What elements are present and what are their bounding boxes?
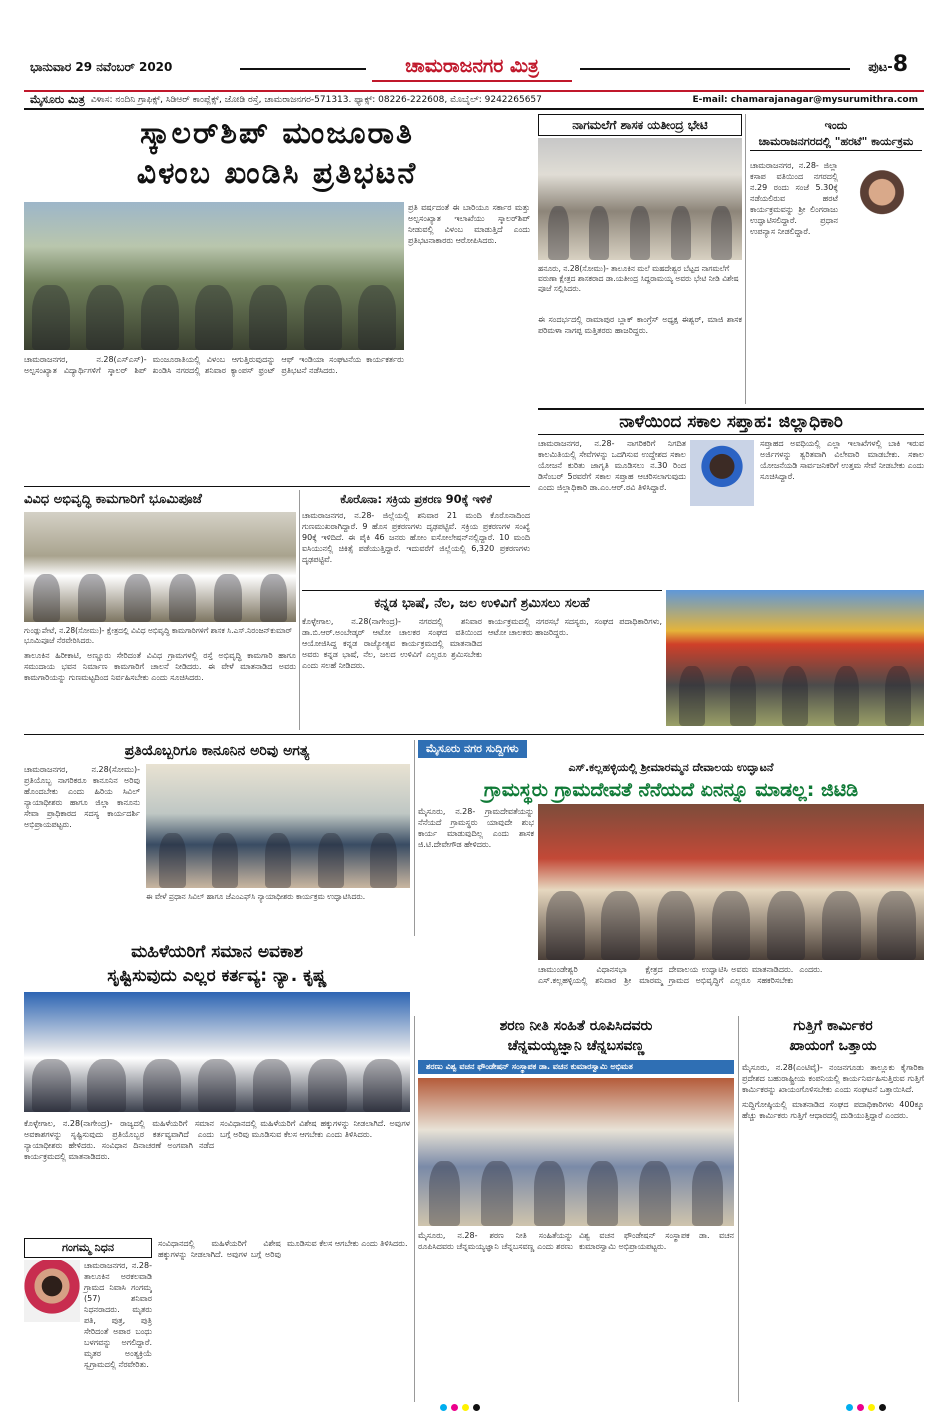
deceased-portrait [24, 1260, 80, 1322]
headline: ನಾಳೆಯಿಂದ ಸಕಾಲ ಸಪ್ತಾಹ: ಜಿಲ್ಲಾಧಿಕಾರಿ [538, 408, 924, 435]
photo-caption: ಈ ವೇಳೆ ಪ್ರಧಾನ ಸಿವಿಲ್ ಹಾಗೂ ಜೆಎಂಎಫ್‌ಸಿ ನ್ಯಾಯಾಧೀಶರು ಕಾರ್ಯಕ್ರಮ ಉದ್ಘಾಟಿಸಿದರು. [146, 892, 366, 901]
divider [24, 486, 530, 487]
article-bhoomipuje [24, 490, 296, 730]
column-rule [414, 1016, 415, 1402]
rajyotsava-photo [666, 590, 924, 726]
headline: ಪ್ರತಿಯೊಬ್ಬರಿಗೂ ಕಾನೂನಿನ ಅರಿವು ಅಗತ್ಯ [124, 743, 310, 759]
speaker-portrait [842, 160, 922, 252]
headline-line-2: ಸೃಷ್ಟಿಸುವುದು ಎಲ್ಲರ ಕರ್ತವ್ಯ: ನ್ಯಾ. ಕೃಷ್ಣ [107, 966, 327, 986]
print-registration-marks [440, 1404, 480, 1412]
event-photo [24, 512, 296, 622]
address-bar [24, 90, 924, 110]
divider [24, 734, 924, 735]
article-text: ಕೊಳ್ಳೇಗಾಲ, ನ.28(ನಾಗೇಂದ್ರ)- ನಗರದಲ್ಲಿ ಶನಿವಾರ ಡಾ.ಬಿ.ಆರ್.ಅಂಬೇಡ್ಕರ್ ಆಟೋ ಚಾಲಕರ ಸಂಘದ ವತಿಯಿಂದ ಆಯೋಜಿಸಿದ್ದ ಕನ್ನಡ ರಾಜ್ಯೋತ್ಸವ ಕಾರ್ಯಕ್ರಮದಲ್ಲಿ ಮಾತನಾಡಿದ ಅವರು ಕನ್ನಡ ಭಾಷೆ, ನೆಲ, ಜಲದ ಉಳಿವಿಗೆ ಎಲ್ಲರೂ ಶ್ರಮಿಸಬೇಕು ಎಂದು ಸಲಹೆ ನೀಡಿದರು. [302, 617, 482, 670]
article-sakala-saptaha [538, 408, 924, 586]
article-scholarship [24, 114, 530, 484]
article-text: ಚಾಮರಾಜನಗರ, ನ.28(ಸೋಮು)- ಪ್ರತಿಯೊಬ್ಬ ನಾಗರಿಕರೂ ಕಾನೂನಿನ ಅರಿವು ಹೊಂದಬೇಕು ಎಂದು ಹಿರಿಯ ಸಿವಿಲ್ ನ್ಯಾಯಾಧೀಶರು ಹಾಗೂ ಜಿಲ್ಲಾ ಕಾನೂನು ಸೇವಾ ಪ್ರಾಧಿಕಾರದ ಸದಸ್ಯ ಕಾರ್ಯದರ್ಶಿ ಅಭಿಪ್ರಾಯಪಟ್ಟರು. [24, 765, 140, 829]
headline: ಗ್ರಾಮಸ್ಥರು ಗ್ರಾಮದೇವತೆ ನೆನೆಯದೆ ಏನನ್ನೂ ಮಾಡಲ್ಲ: ಜಿಟಿಡಿ [483, 779, 859, 801]
article-text: ತಾಲೂಕಿನ ಹಿರೀಕಾಟಿ, ಅಣ್ಣೂರು ಸೇರಿದಂತೆ ವಿವಿಧ ಗ್ರಾಮಗಳಲ್ಲಿ ರಸ್ತೆ ಅಭಿವೃದ್ಧಿ ಕಾಮಗಾರಿ ಹಾಗೂ ಸಮುದಾಯ ಭವನ ನಿರ್ಮಾಣ ಕಾಮಗಾರಿಗೆ ಚಾಲನೆ ನೀಡಿದರು. ಈ ವೇಳೆ ಮಾತನಾಡಿದ ಅವರು ಕಾಮಗಾರಿಯನ್ನು ಗುಣಮಟ್ಟದಿಂದ ನಿರ್ವಹಿಸಬೇಕು ಎಂದು ಸೂಚಿಸಿದರು. [24, 651, 296, 682]
article-contract-workers [742, 1016, 924, 1402]
headline-line-1: ಮಹಿಳೆಯರಿಗೆ ಸಮಾನ ಅವಕಾಶ [131, 942, 303, 962]
masthead-title: ಚಾಮರಾಜನಗರ ಮಿತ್ರ [372, 52, 572, 82]
email-address: E-mail: chamarajanagar@mysurumithra.com [692, 95, 918, 105]
headline: ಕನ್ನಡ ಭಾಷೆ, ನೆಲ, ಜಲ ಉಳಿವಿಗೆ ಶ್ರಮಿಸಲು ಸಲಹೆ [374, 596, 590, 611]
office-address: ವಿಳಾಸ: ನಂದಿನಿ ಗ್ರಾಫಿಕ್ಸ್, ಸಿಡಿಆರ್ ಕಾಂಪ್ಲೆಕ್ಸ್, ಜೋಡಿ ರಸ್ತೆ, ಚಾಮರಾಜನಗರ-571313. ಫ್ಯಾಕ್ಸ್: 08226-222608, ಮೊಬೈಲ್: 9242265657 [90, 95, 542, 105]
temple-visit-photo [538, 138, 742, 260]
article-text: ಚಾಮರಾಜನಗರ, ನ.28(ಎಸ್‌ಎಸ್)- ಅಲ್ಪಸಂಖ್ಯಾತ ವಿದ್ಯಾರ್ಥಿಗಳಿಗೆ ಸ್ಕಾಲರ್ ಶಿಪ್ ಮಂಜೂರಾತಿಯಲ್ಲಿ ವಿಳಂಬ ಆಗುತ್ತಿರುವುದನ್ನು ಖಂಡಿಸಿ ನಗರದಲ್ಲಿ ಶನಿವಾರ ಕ್ಯಾಂಪಸ್ ಫ್ರಂಟ್ ಆಫ್ ಇಂಡಿಯಾ ಸಂಘಟನೆಯ ಕಾರ್ಯಕರ್ತರು ಪ್ರತಿಭಟನೆ ನಡೆಸಿದರು. [24, 355, 404, 375]
headline-line-1: ಸ್ಕಾಲರ್‌ಶಿಪ್ ಮಂಜೂರಾತಿ [140, 116, 414, 151]
headline-line-2: ವಿಳಂಬ ಖಂಡಿಸಿ ಪ್ರತಿಭಟನೆ [136, 156, 418, 191]
subheadline: ಎಸ್.ಕಲ್ಲಹಳ್ಳಿಯಲ್ಲಿ ಶ್ರೀಮಾರಮ್ಮನ ದೇವಾಲಯ ಉದ್ಘಾಟನೆ [568, 761, 774, 774]
article-text: ಸಪ್ತಾಹದ ಅವಧಿಯಲ್ಲಿ ಎಲ್ಲಾ ಇಲಾಖೆಗಳಲ್ಲಿ ಬಾಕಿ ಇರುವ ಅರ್ಜಿಗಳನ್ನು ತ್ವರಿತವಾಗಿ ವಿಲೇವಾರಿ ಮಾಡಬೇಕು. ಸಕಾಲ ಯೋಜನೆಯಡಿ ಸಾರ್ವಜನಿಕರಿಗೆ ಉತ್ತಮ ಸೇವೆ ನೀಡಬೇಕು ಎಂದು ಸೂಚಿಸಿದ್ದಾರೆ. [760, 439, 924, 481]
protest-photo [24, 202, 404, 350]
article-text: ಸಂವಿಧಾನದಲ್ಲಿ ಮಹಿಳೆಯರಿಗೆ ವಿಶೇಷ ಹಕ್ಕುಗಳನ್ನು ನೀಡಲಾಗಿದೆ. ಅವುಗಳ ಬಗ್ಗೆ ಅರಿವು ಮೂಡಿಸುವ ಕೆಲಸ ಆಗಬೇಕು ಎಂದು ತಿಳಿಸಿದರು. [158, 1239, 408, 1259]
article-women-equality [24, 940, 410, 1234]
article-text: ಈ ಸಂದರ್ಭದಲ್ಲಿ ರಾಮಾಪುರ ಬ್ಲಾಕ್ ಕಾಂಗ್ರೆಸ್ ಅಧ್ಯಕ್ಷ ಈಶ್ವರ್, ಮಾಜಿ ಶಾಸಕ ಪರಿಮಳಾ ನಾಗಪ್ಪ ಮತ್ತಿತರರು ಹಾಜರಿದ್ದರು. [538, 315, 742, 335]
article-nagamale [538, 114, 742, 404]
headline-line-1: ಗುತ್ತಿಗೆ ಕಾರ್ಮಿಕರ [793, 1018, 873, 1034]
column-rule [299, 490, 300, 730]
article-text: ಮೈಸೂರು, ನ.28- ಶರಣ ನೀತಿ ಸಂಹಿತೆಯನ್ನು ರೂಪಿಸಿದವರು ಚೆನ್ನಮಯ್ಯಜ್ಞಾನಿ ಚೆನ್ನಬಸವಣ್ಣ ಎಂದು ಶರಣು ವಿಶ್ವ ವಚನ ಫೌಂಡೇಷನ್ ಸಂಸ್ಥಾಪಕ ಡಾ. ವಚನ ಕುಮಾರಸ್ವಾಮಿ ಅಭಿಪ್ರಾಯಪಟ್ಟರು. [418, 1231, 734, 1251]
legal-event-photo [146, 764, 410, 888]
headline: ಗಂಗಮ್ಮ ನಿಧನ [24, 1238, 152, 1258]
article-text: ಸುದ್ದಿಗೋಷ್ಠಿಯಲ್ಲಿ ಮಾತನಾಡಿದ ಸಂಘದ ಪದಾಧಿಕಾರಿಗಳು 400ಕ್ಕೂ ಹೆಚ್ಚು ಕಾರ್ಮಿಕರು ಗುತ್ತಿಗೆ ಆಧಾರದಲ್ಲಿ ದುಡಿಯುತ್ತಿದ್ದಾರೆ ಎಂದರು. [742, 1100, 924, 1120]
temple-inauguration-photo [538, 804, 924, 960]
article-text: ಚಾಮರಾಜನಗರ, ನ.28- ನಾಗರಿಕರಿಗೆ ನಿಗದಿತ ಕಾಲಮಿತಿಯಲ್ಲಿ ಸೇವೆಗಳನ್ನು ಒದಗಿಸುವ ಉದ್ದೇಶದ ಸಕಾಲ ಯೋಜನೆ ಕುರಿತು ಜಾಗೃತಿ ಮೂಡಿಸಲು ನ.30 ರಿಂದ ಡಿಸೆಂಬರ್ 5ರವರೆಗೆ ಸಕಾಲ ಸಪ್ತಾಹ ಆಚರಿಸಲಾಗುವುದು ಎಂದು ಜಿಲ್ಲಾಧಿಕಾರಿ ಡಾ.ಎಂ.ಆರ್.ರವಿ ತಿಳಿಸಿದ್ದಾರೆ. [538, 439, 686, 492]
article-sharana [418, 1016, 734, 1402]
photo-caption: ಗುಂಡ್ಲುಪೇಟೆ, ನ.28(ಸೋಮು)- ಕ್ಷೇತ್ರದಲ್ಲಿ ವಿವಿಧ ಅಭಿವೃದ್ಧಿ ಕಾಮಗಾರಿಗಳಿಗೆ ಶಾಸಕ ಸಿ.ಎಸ್.ನಿರಂಜನ್‌ಕುಮಾರ್ ಭೂಮಿಪೂಜೆ ನೆರವೇರಿಸಿದರು. [24, 626, 293, 645]
collector-portrait [690, 440, 754, 506]
article-text: ಮೈಸೂರು, ನ.28(ಎಂಟಿವೈ)- ನಂಜನಗೂಡು ತಾಲ್ಲೂಕು ಕೈಗಾರಿಕಾ ಪ್ರದೇಶದ ಬಹುರಾಷ್ಟ್ರೀಯ ಕಂಪನಿಯಲ್ಲಿ ಕಾರ್ಯನಿರ್ವಹಿಸುತ್ತಿರುವ ಗುತ್ತಿಗೆ ಕಾರ್ಮಿಕರನ್ನು ಖಾಯಂಗೊಳಿಸಬೇಕು ಎಂದು ಸಂಘಟನೆ ಒತ್ತಾಯಿಸಿದೆ. [742, 1063, 924, 1094]
article-text: ಕಾರ್ಯಕ್ರಮದಲ್ಲಿ ನಗರಸಭೆ ಸದಸ್ಯರು, ಸಂಘದ ಪದಾಧಿಕಾರಿಗಳು, ಆಟೋ ಚಾಲಕರು ಹಾಜರಿದ್ದರು. [488, 617, 662, 637]
photo-caption: ಹನೂರು, ನ.28(ಸೋಮು)- ತಾಲೂಕಿನ ಮಲೆ ಮಹದೇಶ್ವರ ಬೆಟ್ಟದ ನಾಗಮಲೆಗೆ ವರುಣಾ ಕ್ಷೇತ್ರದ ಶಾಸಕರಾದ ಡಾ.ಯತೀಂದ್ರ ಸಿದ್ದರಾಮಯ್ಯ ಅವರು ಭೇಟಿ ನೀಡಿ ವಿಶೇಷ ಪೂಜೆ ಸಲ್ಲಿಸಿದರು. [538, 264, 739, 293]
subheadline: ಶರಣು ವಿಶ್ವ ವಚನ ಫೌಂಡೇಷನ್ ಸಂಸ್ಥಾಪಕ ಡಾ. ವಚನ ಕುಮಾರಸ್ವಾಮಿ ಅಭಿಮತ [418, 1060, 734, 1074]
article-text: ಪ್ರತಿ ವರ್ಷದಂತೆ ಈ ಬಾರಿಯೂ ಸರ್ಕಾರ ಮತ್ತು ಅಲ್ಪಸಂಖ್ಯಾತ ಇಲಾಖೆಯು ಸ್ಕಾಲರ್‌ಶಿಪ್ ನೀಡುವಲ್ಲಿ ವಿಳಂಬ ಮಾಡುತ್ತಿದೆ ಎಂದು ಪ್ರತಿಭಟನಾಕಾರರು ಆರೋಪಿಸಿದರು. [408, 203, 530, 245]
sister-brand: ಮೈಸೂರು ಮಿತ್ರ [30, 93, 85, 106]
article-text: ಕೊಳ್ಳೇಗಾಲ, ನ.28(ನಾಗೇಂದ್ರ)- ರಾಜ್ಯದಲ್ಲಿ ಮಹಿಳೆಯರಿಗೆ ಸಮಾನ ಅವಕಾಶಗಳನ್ನು ಸೃಷ್ಟಿಸುವುದು ಪ್ರತಿಯೊಬ್ಬರ ಕರ್ತವ್ಯವಾಗಿದೆ ಎಂದು ನ್ಯಾಯಾಧೀಶರು ಹೇಳಿದರು. ಸಂವಿಧಾನ ದಿನಾಚರಣೆ ಅಂಗವಾಗಿ ನಡೆದ ಕಾರ್ಯಕ್ರಮದಲ್ಲಿ ಮಾತನಾಡಿದರು. [24, 1119, 214, 1161]
headline-line-1: ಶರಣ ನೀತಿ ಸಂಹಿತೆ ರೂಪಿಸಿದವರು [499, 1018, 653, 1034]
column-rule [745, 114, 746, 404]
headline-line-2: ಚೆನ್ನಮಯ್ಯಜ್ಞಾನಿ ಚೆನ್ನಬಸವಣ್ಣ [507, 1038, 645, 1054]
article-text: ಚಾಮುಂಡೇಶ್ವರಿ ವಿಧಾನಸಭಾ ಕ್ಷೇತ್ರದ ಎಸ್.ಕಲ್ಲಹಳ್ಳಿಯಲ್ಲಿ ಶನಿವಾರ ಶ್ರೀ ಮಾರಮ್ಮ ದೇವಾಲಯ ಉದ್ಘಾಟಿಸಿ ಅವರು ಮಾತನಾಡಿದರು. ಗ್ರಾಮದ ಅಭಿವೃದ್ಧಿಗೆ ಎಲ್ಲರೂ ಸಹಕರಿಸಬೇಕು ಎಂದರು. [538, 965, 823, 985]
article-corona [302, 490, 530, 590]
article-kannada [302, 594, 662, 726]
article-text: ಚಾಮರಾಜನಗರ, ನ.28- ಜಿಲ್ಲಾ ಕಸಾಪ ವತಿಯಿಂದ ನಗರದಲ್ಲಿ ನ.29 ರಂದು ಸಂಜೆ 5.30ಕ್ಕೆ ನಡೆಯಲಿರುವ ಹರಟೆ ಕಾರ್ಯಕ್ರಮವನ್ನು ಶ್ರೀ ಲಿಂಗರಾಜು ಉದ್ಘಾಟಿಸಲಿದ್ದಾರೆ. ಪ್ರಧಾನ ಉಪನ್ಯಾಸ ನೀಡಲಿದ್ದಾರೆ. [750, 161, 838, 236]
kicker: ಇಂದು [824, 119, 848, 132]
article-text: ಮೈಸೂರು, ನ.28- ಗ್ರಾಮದೇವತೆಯನ್ನು ನೆನೆಯದೆ ಗ್ರಾಮಸ್ಥರು ಯಾವುದೇ ಶುಭ ಕಾರ್ಯ ಮಾಡುವುದಿಲ್ಲ ಎಂದು ಶಾಸಕ ಜಿ.ಟಿ.ದೇವೇಗೌಡ ಹೇಳಿದರು. [418, 807, 534, 849]
headline: ಚಾಮರಾಜನಗರದಲ್ಲಿ "ಹರಟೆ" ಕಾರ್ಯಕ್ರಮ [750, 134, 922, 151]
headline: ನಾಗಮಲೆಗೆ ಶಾಸಕ ಯತೀಂದ್ರ ಭೇಟಿ [538, 114, 742, 136]
article-law-awareness [24, 740, 410, 936]
header-rule-right [580, 68, 850, 70]
article-harate [750, 118, 922, 404]
article-text: ಚಾಮರಾಜನಗರ, ನ.28- ತಾಲೂಕಿನ ಅರಕಲವಾಡಿ ಗ್ರಾಮದ ನಿವಾಸಿ ಗಂಗಮ್ಮ (57) ಶನಿವಾರ ನಿಧನರಾದರು. ಮೃತರು ಪತಿ, ಪುತ್ರ, ಪುತ್ರಿ ಸೇರಿದಂತೆ ಅಪಾರ ಬಂಧು ಬಳಗವನ್ನು ಅಗಲಿದ್ದಾರೆ. ಮೃತರ ಅಂತ್ಯಕ್ರಿಯೆ ಸ್ವಗ್ರಾಮದಲ್ಲಿ ನೆರವೇರಿತು. [84, 1261, 152, 1369]
column-rule [414, 740, 415, 936]
section-kicker: ಮೈಸೂರು ನಗರ ಸುದ್ದಿಗಳು [418, 740, 527, 758]
header-rule-left [240, 68, 366, 70]
obituary-gangamma [24, 1238, 152, 1402]
page-number: ಪುಟ-8 [868, 52, 908, 77]
headline: ವಿವಿಧ ಅಭಿವೃದ್ಧಿ ಕಾಮಗಾರಿಗೆ ಭೂಮಿಪೂಜೆ [24, 492, 202, 507]
issue-date: ಭಾನುವಾರ 29 ನವೆಂಬರ್ 2020 [30, 60, 173, 74]
divider [302, 590, 662, 591]
headline: ಕೊರೊನಾ: ಸಕ್ರಿಯ ಪ್ರಕರಣ 90ಕ್ಕೆ ಇಳಿಕೆ [340, 492, 492, 506]
article-text: ಸಂವಿಧಾನದಲ್ಲಿ ಮಹಿಳೆಯರಿಗೆ ವಿಶೇಷ ಹಕ್ಕುಗಳನ್ನು ನೀಡಲಾಗಿದೆ. ಅವುಗಳ ಬಗ್ಗೆ ಅರಿವು ಮೂಡಿಸುವ ಕೆಲಸ ಆಗಬೇಕು ಎಂದು ತಿಳಿಸಿದರು. [220, 1119, 410, 1139]
headline-line-2: ಖಾಯಂಗೆ ಒತ್ತಾಯ [789, 1038, 877, 1054]
column-rule [738, 1016, 739, 1402]
group-photo [418, 1078, 734, 1226]
print-registration-marks [846, 1404, 886, 1412]
article-gramadevate [418, 740, 924, 1012]
article-text: ಚಾಮರಾಜನಗರ, ನ.28- ಜಿಲ್ಲೆಯಲ್ಲಿ ಶನಿವಾರ 21 ಮಂದಿ ಕೊರೊನಾದಿಂದ ಗುಣಮುಖರಾಗಿದ್ದಾರೆ. 9 ಹೊಸ ಪ್ರಕರಣಗಳು ದೃಢಪಟ್ಟಿವೆ. ಸಕ್ರಿಯ ಪ್ರಕರಣಗಳ ಸಂಖ್ಯೆ 90ಕ್ಕೆ ಇಳಿದಿದೆ. ಈ ಪೈಕಿ 46 ಜನರು ಹೋಂ ಐಸೋಲೇಷನ್‌ನಲ್ಲಿದ್ದಾರೆ. 10 ಮಂದಿ ಐಸಿಯುನಲ್ಲಿ ಚಿಕಿತ್ಸೆ ಪಡೆಯುತ್ತಿದ್ದಾರೆ. ಇದುವರೆಗೆ ಜಿಲ್ಲೆಯಲ್ಲಿ 6,320 ಪ್ರಕರಣಗಳು ದೃಢಪಟ್ಟಿವೆ. [302, 511, 530, 564]
lamp-lighting-photo [24, 992, 410, 1112]
masthead [24, 50, 924, 86]
